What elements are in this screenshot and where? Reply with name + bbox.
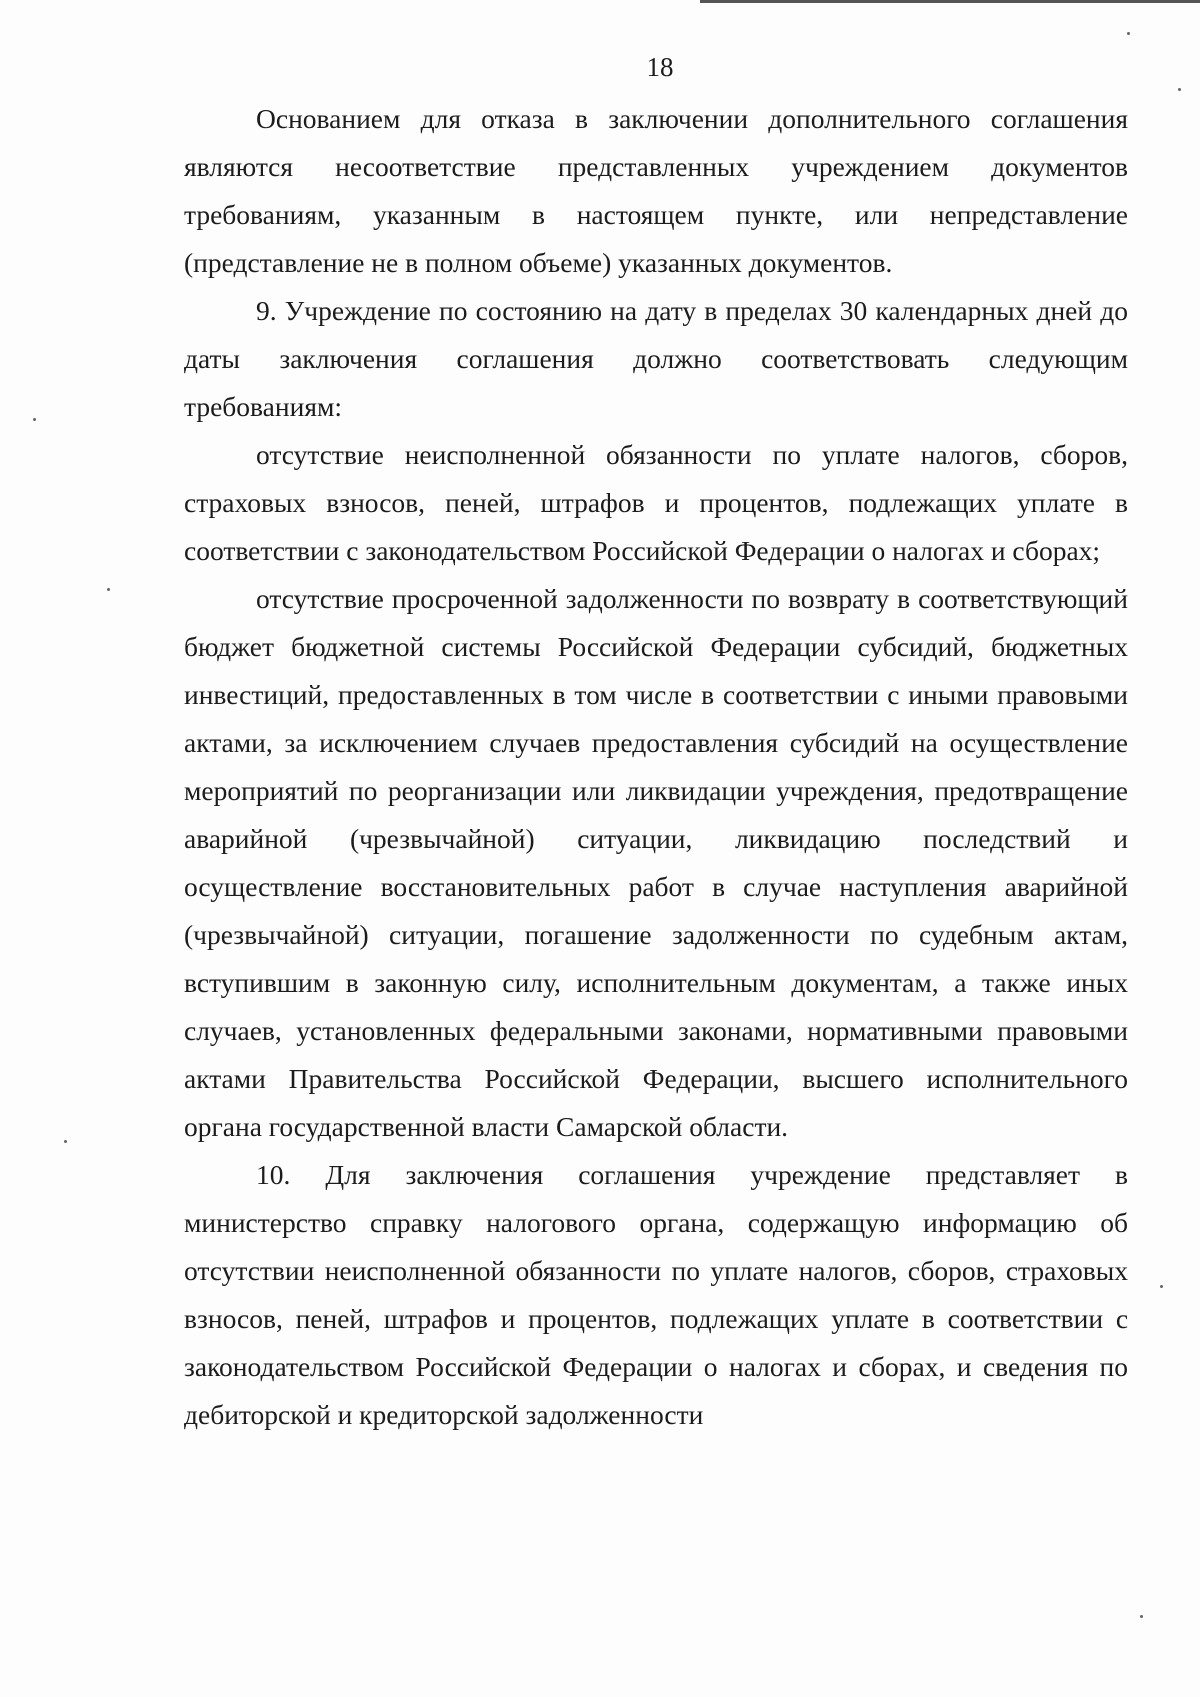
text-line: задолженности по судебным актам, вступившим в законную силу,	[184, 919, 1129, 998]
text-line: соответствии с законодательством Российской Федерации о налогах и	[184, 535, 1006, 566]
text-line: до даты заключения соглашения должно соответствовать следующим	[184, 295, 1128, 374]
scan-speck	[33, 418, 36, 421]
text-line: 10. Для заключения соглашения учреждение представляет в	[256, 1159, 1128, 1190]
text-line: предоставления субсидий на осуществление мероприятий по реорганизации	[184, 727, 1129, 806]
scan-speck	[107, 588, 110, 591]
paragraph-refusal-grounds	[184, 95, 1128, 287]
text-line: страховых взносов, пеней, штрафов и процентов, подлежащих уплате в	[184, 487, 1128, 518]
scan-speck	[64, 1140, 67, 1143]
paragraph-no-tax-debt	[184, 431, 1128, 575]
text-line: Основанием для отказа в заключении дополнительного соглашения	[256, 103, 1128, 134]
text-line: соответствующий бюджет бюджетной системы Российской Федерации	[184, 583, 1128, 662]
text-line: или ликвидации учреждения, предотвращение аварийной (чрезвычайной)	[184, 775, 1128, 854]
text-line: ситуации, ликвидацию последствий и осуществление восстановительных	[184, 823, 1128, 902]
text-line: отсутствии неисполненной обязанности по уплате налогов, сборов,	[184, 1255, 996, 1286]
text-line: субсидий, бюджетных инвестиций, предоставленных в том числе в	[184, 631, 1128, 710]
scan-speck	[1160, 1285, 1163, 1288]
document-body	[184, 95, 1128, 1439]
text-line: соответствии с иными правовыми актами, за исключением случаев	[184, 679, 1129, 758]
text-line: требованиям:	[184, 391, 343, 422]
text-line: страховых взносов, пеней, штрафов и процентов, подлежащих уплате в	[184, 1255, 1128, 1334]
paragraph-9-requirements	[184, 287, 1128, 431]
text-line: власти Самарской области.	[471, 1111, 789, 1142]
text-line: являются несоответствие представленных учреждением документов	[184, 151, 1128, 182]
text-line: исполнительным документам, а также иных случаев, установленных	[184, 967, 1129, 1046]
paragraph-no-overdue-debt	[184, 575, 1128, 1151]
text-line: федеральными законами, нормативными правовыми актами Правительства	[184, 1015, 1128, 1094]
text-line: Российской Федерации, высшего исполнительного органа государственной	[184, 1063, 1128, 1142]
text-line: 9. Учреждение по состоянию на дату в пределах 30 календарных дней	[256, 295, 1093, 326]
scan-speck	[1127, 32, 1130, 35]
text-line: отсутствие неисполненной обязанности по уплате налогов, сборов,	[256, 439, 1128, 470]
page-number: 18	[646, 52, 674, 82]
text-line: требованиям, указанным в настоящем пункте, или непредставление	[184, 199, 1128, 230]
text-line: работ в случае наступления аварийной (чрезвычайной) ситуации, погашение	[184, 871, 1129, 950]
scan-speck	[1178, 88, 1181, 91]
text-line: отсутствие просроченной задолженности по возврату в	[256, 583, 911, 614]
text-line: сборах, и сведения по дебиторской и кредиторской задолженности	[184, 1351, 1129, 1430]
text-line: министерство справку налогового органа, содержащую информацию об	[184, 1207, 1128, 1238]
scan-speck	[1140, 1615, 1143, 1618]
text-line: (представление не в полном объеме) указанных документов.	[184, 247, 893, 278]
text-line: сборах;	[1012, 535, 1101, 566]
text-line: соответствии с законодательством Российской Федерации о налогах и	[184, 1303, 1129, 1382]
paragraph-10-tax-certificate	[184, 1151, 1128, 1439]
scan-top-edge	[700, 0, 1200, 3]
